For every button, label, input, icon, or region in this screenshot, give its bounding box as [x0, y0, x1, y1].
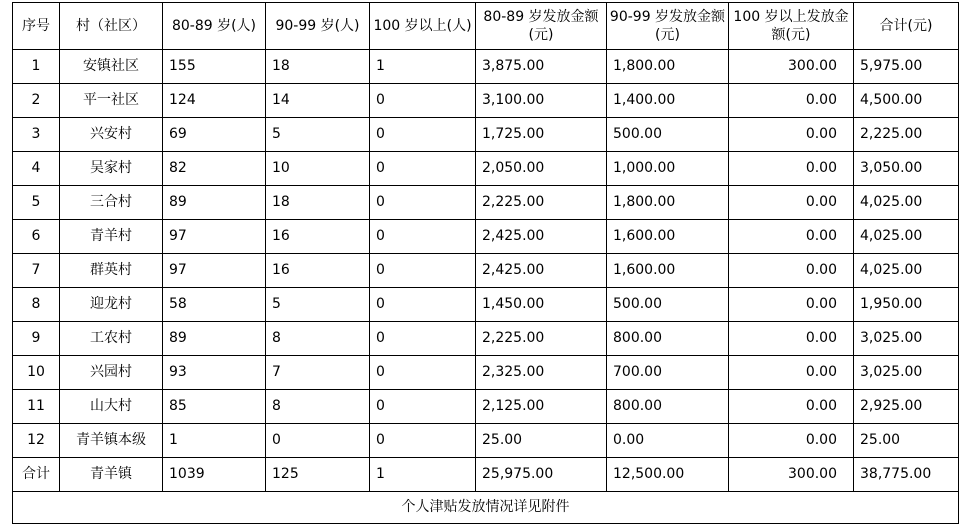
table-cell: 0.00: [729, 84, 854, 118]
table-cell: 3,025.00: [854, 356, 959, 390]
table-cell: 2,225.00: [854, 118, 959, 152]
table-cell: 9: [13, 322, 60, 356]
table-cell: 125: [266, 458, 370, 492]
table-row: [13, 356, 959, 390]
table-cell: 38,775.00: [854, 458, 959, 492]
table-cell: 500.00: [607, 118, 729, 152]
table-cell: 1: [163, 424, 266, 458]
table-cell: 1039: [163, 458, 266, 492]
table-cell: 85: [163, 390, 266, 424]
table-cell: 3,050.00: [854, 152, 959, 186]
table-cell: 14: [266, 84, 370, 118]
col-header-index: 序号: [13, 3, 60, 50]
table-cell: 1,600.00: [607, 220, 729, 254]
table-row: [13, 254, 959, 288]
table-cell: 700.00: [607, 356, 729, 390]
table-cell: 0: [370, 186, 476, 220]
table-cell: 青羊村: [60, 220, 163, 254]
table-cell: 5: [13, 186, 60, 220]
table-row: [13, 390, 959, 424]
table-cell: 11: [13, 390, 60, 424]
table-cell: 3: [13, 118, 60, 152]
table-cell: 800.00: [607, 390, 729, 424]
table-cell: 合计: [13, 458, 60, 492]
table-cell: 25,975.00: [476, 458, 607, 492]
col-header-90-99-amount: 90-99 岁发放金额(元): [607, 3, 729, 50]
table-cell: 山大村: [60, 390, 163, 424]
table-cell: 1,725.00: [476, 118, 607, 152]
table-cell: 1,950.00: [854, 288, 959, 322]
table-cell: 2,225.00: [476, 186, 607, 220]
table-row: [13, 84, 959, 118]
table-cell: 1,400.00: [607, 84, 729, 118]
table-cell: 0.00: [607, 424, 729, 458]
table-cell: 3,875.00: [476, 50, 607, 84]
table-cell: 安镇社区: [60, 50, 163, 84]
table-row: [13, 50, 959, 84]
subsidy-table: [12, 2, 959, 524]
table-cell: 兴园村: [60, 356, 163, 390]
table-cell: 吴家村: [60, 152, 163, 186]
table-cell: 4: [13, 152, 60, 186]
col-header-total: 合计(元): [854, 3, 959, 50]
table-cell: 1: [370, 458, 476, 492]
table-cell: 0.00: [729, 356, 854, 390]
table-cell: 16: [266, 220, 370, 254]
table-cell: 97: [163, 220, 266, 254]
table-cell: 兴安村: [60, 118, 163, 152]
table-cell: 12: [13, 424, 60, 458]
table-cell: 青羊镇本级: [60, 424, 163, 458]
table-cell: 124: [163, 84, 266, 118]
table-cell: 300.00: [729, 50, 854, 84]
col-header-80-89-amount: 80-89 岁发放金额(元): [476, 3, 607, 50]
table-cell: 8: [266, 390, 370, 424]
total-row: [13, 458, 959, 492]
table-cell: 0: [370, 84, 476, 118]
table-row: [13, 186, 959, 220]
table-row: [13, 118, 959, 152]
table-cell: 2: [13, 84, 60, 118]
table-cell: 800.00: [607, 322, 729, 356]
table-cell: 0: [370, 152, 476, 186]
table-cell: 1,800.00: [607, 50, 729, 84]
table-cell: 0.00: [729, 118, 854, 152]
table-cell: 0: [370, 288, 476, 322]
table-cell: 300.00: [729, 458, 854, 492]
table-cell: 25.00: [476, 424, 607, 458]
table-cell: 青羊镇: [60, 458, 163, 492]
table-cell: 18: [266, 186, 370, 220]
table-cell: 5: [266, 288, 370, 322]
table-cell: 500.00: [607, 288, 729, 322]
table-cell: 4,025.00: [854, 186, 959, 220]
table-cell: 0: [370, 356, 476, 390]
table-cell: 群英村: [60, 254, 163, 288]
table-cell: 1: [370, 50, 476, 84]
table-cell: 16: [266, 254, 370, 288]
table-cell: 4,025.00: [854, 220, 959, 254]
table-cell: 2,050.00: [476, 152, 607, 186]
table-cell: 10: [13, 356, 60, 390]
table-cell: 89: [163, 186, 266, 220]
table-row: [13, 322, 959, 356]
table-cell: 82: [163, 152, 266, 186]
table-cell: 0.00: [729, 288, 854, 322]
table-cell: 155: [163, 50, 266, 84]
table-cell: 58: [163, 288, 266, 322]
table-cell: 2,125.00: [476, 390, 607, 424]
footer-row: [13, 492, 959, 524]
table-cell: 0.00: [729, 322, 854, 356]
table-cell: 2,925.00: [854, 390, 959, 424]
table-cell: 5,975.00: [854, 50, 959, 84]
table-cell: 迎龙村: [60, 288, 163, 322]
table-cell: 0: [370, 424, 476, 458]
col-header-80-89-count: 80-89 岁(人): [163, 3, 266, 50]
table-cell: 4,500.00: [854, 84, 959, 118]
table-cell: 12,500.00: [607, 458, 729, 492]
table-cell: 1,000.00: [607, 152, 729, 186]
table-row: [13, 424, 959, 458]
table-cell: 93: [163, 356, 266, 390]
table-cell: 0.00: [729, 424, 854, 458]
table-cell: 2,425.00: [476, 254, 607, 288]
table-cell: 0: [370, 322, 476, 356]
table-cell: 89: [163, 322, 266, 356]
table-cell: 25.00: [854, 424, 959, 458]
table-cell: 3,100.00: [476, 84, 607, 118]
col-header-90-99-count: 90-99 岁(人): [266, 3, 370, 50]
table-cell: 10: [266, 152, 370, 186]
header-row: [13, 3, 959, 50]
table-cell: 7: [266, 356, 370, 390]
table-cell: 三合村: [60, 186, 163, 220]
table-cell: 1,600.00: [607, 254, 729, 288]
table-row: [13, 152, 959, 186]
table-cell: 8: [266, 322, 370, 356]
table-cell: 0: [370, 254, 476, 288]
table-cell: 1,450.00: [476, 288, 607, 322]
table-cell: 0.00: [729, 254, 854, 288]
col-header-100-plus-amount: 100 岁以上发放金额(元): [729, 3, 854, 50]
table-cell: 0.00: [729, 152, 854, 186]
table-cell: 7: [13, 254, 60, 288]
table-cell: 0.00: [729, 186, 854, 220]
table-cell: 8: [13, 288, 60, 322]
col-header-100-plus-count: 100 岁以上(人): [370, 3, 476, 50]
table-cell: 4,025.00: [854, 254, 959, 288]
table-cell: 5: [266, 118, 370, 152]
table-cell: 0.00: [729, 390, 854, 424]
table-row: [13, 288, 959, 322]
table-cell: 69: [163, 118, 266, 152]
table-cell: 3,025.00: [854, 322, 959, 356]
table-cell: 18: [266, 50, 370, 84]
footer-note: 个人津贴发放情况详见附件: [13, 492, 959, 524]
table-cell: 0: [266, 424, 370, 458]
table-cell: 0: [370, 390, 476, 424]
table-cell: 6: [13, 220, 60, 254]
table-cell: 2,425.00: [476, 220, 607, 254]
table-cell: 0.00: [729, 220, 854, 254]
table-cell: 工农村: [60, 322, 163, 356]
table-cell: 2,325.00: [476, 356, 607, 390]
table-cell: 1,800.00: [607, 186, 729, 220]
col-header-village: 村（社区）: [60, 3, 163, 50]
table-cell: 0: [370, 118, 476, 152]
table-cell: 2,225.00: [476, 322, 607, 356]
table-cell: 1: [13, 50, 60, 84]
table-cell: 0: [370, 220, 476, 254]
table-row: [13, 220, 959, 254]
table-cell: 平一社区: [60, 84, 163, 118]
table-cell: 97: [163, 254, 266, 288]
